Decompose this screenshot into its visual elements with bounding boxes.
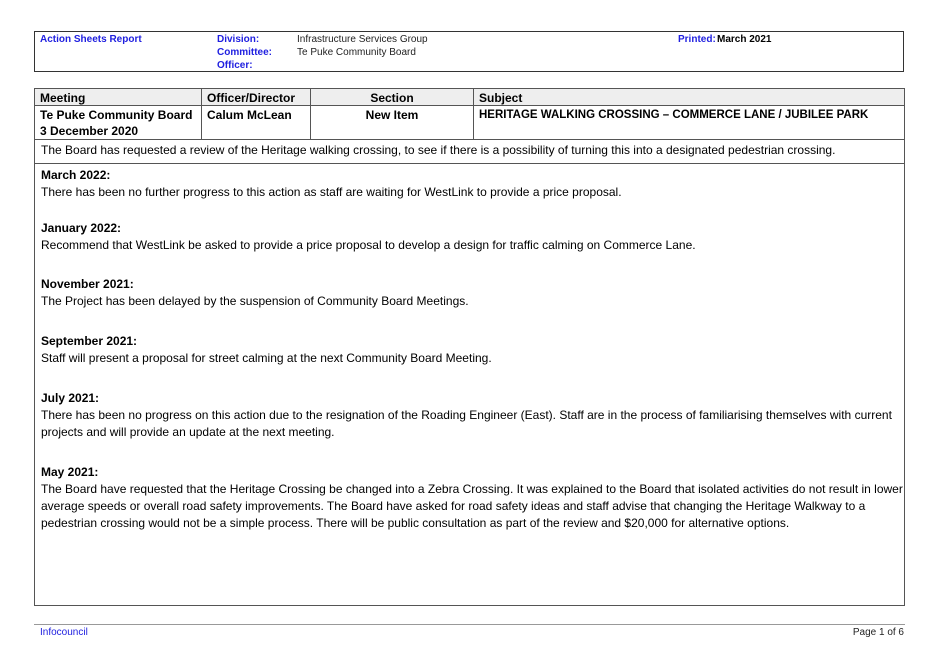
action-table [34,88,905,606]
update-text: There has been no further progress to this action as staff are waiting for WestLink to provide a price proposal. [41,185,622,199]
action-description: The Board has requested a review of the Heritage walking crossing, to see if there is a possibility of turning this into a designated pedestrian crossing. [41,143,836,157]
section-value: New Item [365,108,419,122]
report-title: Action Sheets Report [40,34,142,45]
update-text: Recommend that WestLink be asked to provide a price proposal to develop a design for traffic calming on Commerce Lane. [41,238,696,252]
update-heading: May 2021: [41,465,99,479]
update-text: The Board have requested that the Heritage Crossing be changed into a Zebra Crossing. It was explained to the Board that isolated activities do not result in lower average speeds or overall road safety improvements. The Board have asked for road safety ideas and staff advise that changing the Heritage Walkway to a pedestrian crossing would not be a simple process. There will be public consultation as part of the review and $20,000 for alternative options. [41,482,903,530]
update-entry [41,390,903,441]
update-heading: September 2021: [41,334,138,348]
printed-value: March 2021 [717,34,772,45]
division-label: Division: [217,34,260,45]
update-entry [41,333,903,367]
column-header-subject: Subject [479,91,523,105]
column-header-officer: Officer/Director [207,91,296,105]
update-entry [41,276,903,310]
column-header-section: Section [370,91,414,105]
printed-label: Printed: [678,34,716,45]
footer-divider [34,624,905,625]
update-entry [41,167,903,201]
update-text: The Project has been delayed by the suspension of Community Board Meetings. [41,294,469,308]
update-text: Staff will present a proposal for street calming at the next Community Board Meeting. [41,351,492,365]
committee-label: Committee: [217,47,273,58]
update-heading: November 2021: [41,277,134,291]
officer-label: Officer: [217,60,253,71]
meeting-date: 3 December 2020 [40,124,139,138]
division-value: Infrastructure Services Group [297,34,428,45]
footer-brand: Infocouncil [40,627,88,638]
meeting-name: Te Puke Community Board [40,108,193,122]
update-entry [41,464,903,532]
column-divider [473,89,474,140]
update-text: There has been no progress on this action due to the resignation of the Roading Engineer (East). Staff are in the process of familiarising themselves with current projects and will provide an update at the next meeting. [41,408,892,439]
update-entry [41,220,903,254]
row-divider [35,139,904,140]
update-heading: July 2021: [41,391,100,405]
subject-value: HERITAGE WALKING CROSSING – COMMERCE LANE / JUBILEE PARK [479,109,869,121]
update-heading: March 2022: [41,168,111,182]
update-heading: January 2022: [41,221,122,235]
officer-name: Calum McLean [207,108,292,122]
row-divider [35,163,904,164]
column-divider [201,89,202,140]
report-header-box [34,31,904,72]
column-header-meeting: Meeting [40,91,86,105]
committee-value: Te Puke Community Board [297,47,416,58]
footer-page-number: Page 1 of 6 [852,627,904,638]
